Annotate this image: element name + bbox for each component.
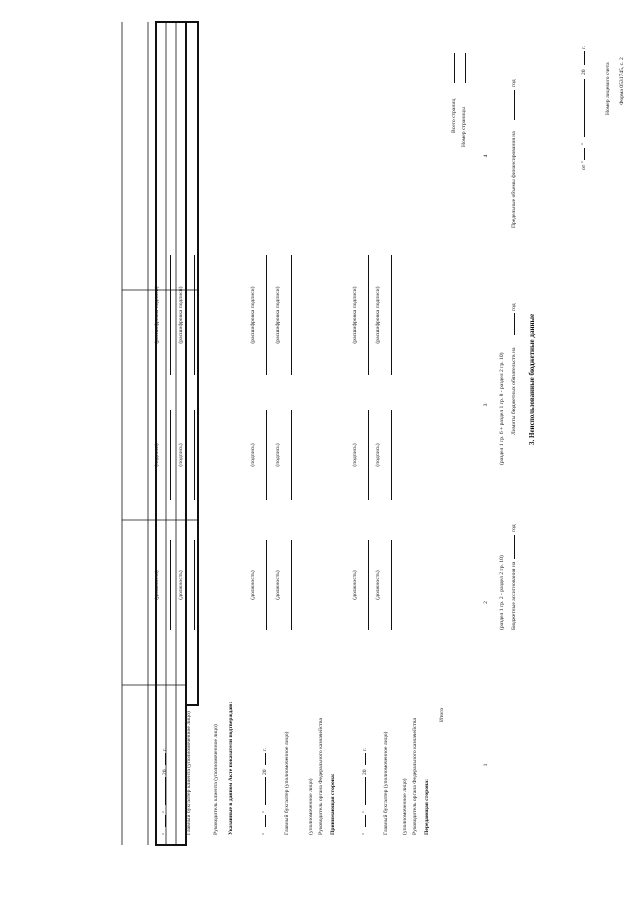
confirm-heading: Указанные в данном Акте показатели подтверждаю: <box>228 701 234 835</box>
signature-caption: (подпись) <box>178 443 184 467</box>
transferring-heading: Передающая сторона: <box>424 779 430 835</box>
date-from: от " <box>581 161 587 170</box>
transferring-head-line2: (уполномоченное лицо) <box>402 778 408 835</box>
signature-caption: (подпись) <box>154 443 160 467</box>
col3-head: Лимиты бюджетных обязательств на <box>511 347 517 435</box>
decoding-caption: (расшифровка подписи) <box>275 286 281 344</box>
confirm-head: Руководитель клиента (уполномоченное лицо) <box>213 724 219 835</box>
col-num-2: 2 <box>483 601 489 604</box>
form-code: Форма 0531745, с. 2 <box>619 57 625 105</box>
confirm-date-close: " <box>162 810 168 813</box>
receiving-year-suffix: г. <box>262 747 268 751</box>
transferring-date-close: " <box>362 810 368 813</box>
signature-caption: (подпись) <box>250 443 256 467</box>
col4-head: Предельные объемы финансирования на <box>511 131 517 228</box>
position-caption: (должность) <box>154 570 160 600</box>
signature-caption: (подпись) <box>375 443 381 467</box>
receiving-head-line1: Руководитель органа Федерального казначейства <box>318 718 324 835</box>
account-label: Номер лицевого счета <box>605 62 611 115</box>
position-caption: (должность) <box>375 570 381 600</box>
confirm-year-suffix: г. <box>162 747 168 751</box>
confirm-date-open: " <box>162 832 168 835</box>
total-label: Итого <box>439 707 445 722</box>
signature-caption: (подпись) <box>275 443 281 467</box>
position-caption: (должность) <box>352 570 358 600</box>
year-prefix: 20 <box>581 69 587 75</box>
transferring-head-line1: Руководитель органа Федерального казначейства <box>412 718 418 835</box>
col-num-3: 3 <box>483 403 489 407</box>
receiving-head-line2: (уполномоченное лицо) <box>308 778 314 835</box>
position-caption: (должность) <box>250 570 256 600</box>
transferring-year-prefix: 20 <box>362 769 368 775</box>
decoding-caption: (расшифровка подписи) <box>352 286 358 344</box>
receiving-accountant: Главный бухгалтер (уполномоченное лицо) <box>284 731 290 835</box>
position-caption: (должность) <box>178 570 184 600</box>
year-suffix: г. <box>581 45 587 49</box>
transferring-accountant: Главный бухгалтер (уполномоченное лицо) <box>383 731 389 835</box>
decoding-caption: (расшифровка подписи) <box>375 286 381 344</box>
date-quote: " <box>581 142 587 145</box>
transferring-date-open: " <box>362 832 368 835</box>
col4-year: год <box>511 79 517 87</box>
receiving-year-prefix: 20 <box>262 769 268 775</box>
col3-formula: (раздел 1 гр. 6 + раздел 1 гр. 8 - раздел 2 гр. 10) <box>499 352 505 465</box>
receiving-heading: Принимающая сторона: <box>330 773 336 835</box>
col-num-1: 1 <box>483 763 489 767</box>
position-caption: (должность) <box>275 570 281 600</box>
receiving-date-open: " <box>262 832 268 835</box>
col2-head: Бюджетные ассигнования на <box>511 561 517 630</box>
col2-formula: (раздел 1 гр. 2 - раздел 2 гр. 10) <box>499 555 505 630</box>
section-title: 3. Неиспользованные бюджетные данные <box>528 313 536 445</box>
signature-caption: (подпись) <box>352 443 358 467</box>
receiving-date-close: " <box>262 810 268 813</box>
confirm-year-prefix: 20 <box>162 769 168 775</box>
col3-year: год <box>511 303 517 311</box>
total-pages-label: Всего страниц <box>451 98 457 133</box>
col2-year: год <box>511 524 517 532</box>
decoding-caption: (расшифровка подписи) <box>154 286 160 344</box>
page-number-label: Номер страницы <box>461 107 467 147</box>
decoding-caption: (расшифровка подписи) <box>178 286 184 344</box>
transferring-year-suffix: г. <box>362 747 368 751</box>
col-num-4: 4 <box>483 154 489 158</box>
confirm-accountant: Главный бухгалтер клиента (уполномоченное лицо) <box>186 711 192 835</box>
decoding-caption: (расшифровка подписи) <box>250 286 256 344</box>
